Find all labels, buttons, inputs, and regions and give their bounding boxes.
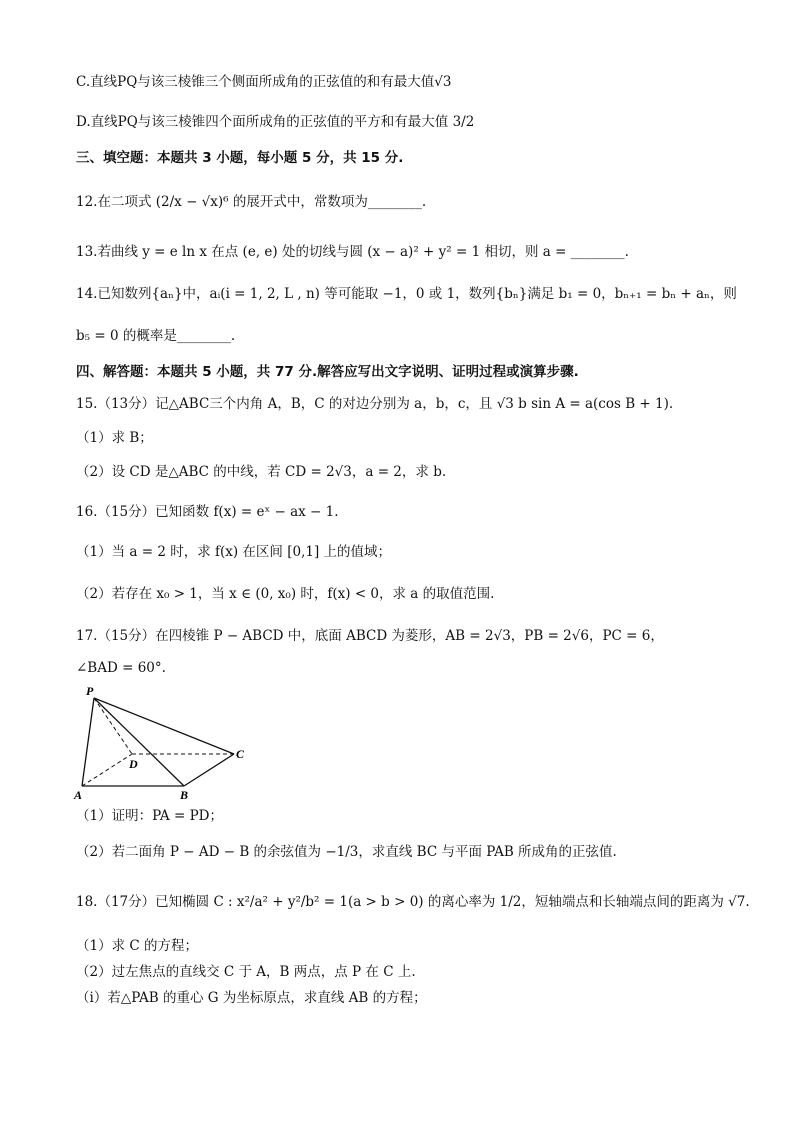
question-17: 17.（15分）在四棱锥 P − ABCD 中，底面 ABCD 为菱形，AB = 2√3，PB = 2√6，PC = 6， — [76, 628, 664, 644]
question-13: 13.若曲线 y = e ln x 在点 (e, e) 处的切线与圆 (x − a)² + y² = 1 相切，则 a = ________. — [76, 244, 629, 260]
section-3-heading: 三、填空题：本题共 3 小题，每小题 5 分，共 15 分. — [76, 150, 404, 166]
question-17-part2: （2）若二面角 P − AD − B 的余弦值为 −1/3，求直线 BC 与平面 PAB 所成角的正弦值. — [76, 844, 617, 860]
question-15: 15.（13分）记△ABC三个内角 A，B，C 的对边分别为 a，b，c，且 √3 b sin A = a(cos B + 1). — [76, 396, 674, 412]
label-P: P — [86, 684, 94, 698]
question-14-line1: 14.已知数列{aₙ}中，aᵢ(i = 1, 2, L , n) 等可能取 −1，0 或 1，数列{bₙ}满足 b₁ = 0，bₙ₊₁ = bₙ + aₙ，则 — [76, 286, 737, 302]
question-18: 18.（17分）已知椭圆 C : x²/a² + y²/b² = 1(a > b > 0) 的离心率为 1/2，短轴端点和长轴端点间的距离为 √7. — [76, 894, 750, 910]
question-18-part2: （2）过左焦点的直线交 C 于 A，B 两点，点 P 在 C 上. — [76, 964, 416, 980]
edge-PC — [94, 698, 234, 754]
edge-PB — [94, 698, 184, 786]
question-18-part1: （1）求 C 的方程； — [76, 938, 199, 954]
option-c: C.直线PQ与该三棱锥三个侧面所成角的正弦值的和有最大值√3 — [76, 74, 452, 90]
pyramid-diagram — [72, 684, 252, 804]
question-16: 16.（15分）已知函数 f(x) = eˣ − ax − 1. — [76, 504, 339, 520]
option-d: D.直线PQ与该三棱锥四个面所成角的正弦值的平方和有最大值 3/2 — [76, 114, 475, 130]
pyramid-figure — [72, 684, 252, 804]
question-17-part1: （1）证明：PA = PD； — [76, 808, 223, 824]
question-14-line2: b₅ = 0 的概率是________. — [76, 328, 236, 344]
question-16-part2: （2）若存在 x₀ > 1，当 x ∈ (0, x₀) 时，f(x) < 0，求 a 的取值范围. — [76, 586, 495, 602]
question-12: 12.在二项式 (2/x − √x)⁶ 的展开式中，常数项为________. — [76, 194, 427, 210]
edge-PD — [94, 698, 132, 754]
edge-BC — [184, 754, 234, 786]
question-15-part1: （1）求 B； — [76, 430, 153, 446]
label-A: A — [74, 788, 83, 802]
label-B: B — [180, 788, 189, 802]
question-17-line2: ∠BAD = 60°. — [76, 660, 166, 676]
question-18-part2-i: （i）若△PAB 的重心 G 为坐标原点，求直线 AB 的方程； — [76, 990, 427, 1006]
question-15-part2: （2）设 CD 是△ABC 的中线，若 CD = 2√3，a = 2，求 b. — [76, 464, 447, 480]
edge-PA — [82, 698, 94, 786]
label-C: C — [236, 747, 245, 761]
question-16-part1: （1）当 a = 2 时，求 f(x) 在区间 [0,1] 上的值域； — [76, 544, 392, 560]
edge-AD — [82, 754, 132, 786]
section-4-heading: 四、解答题：本题共 5 小题，共 77 分.解答应写出文字说明、证明过程或演算步骤. — [76, 364, 579, 380]
label-D: D — [129, 757, 138, 771]
